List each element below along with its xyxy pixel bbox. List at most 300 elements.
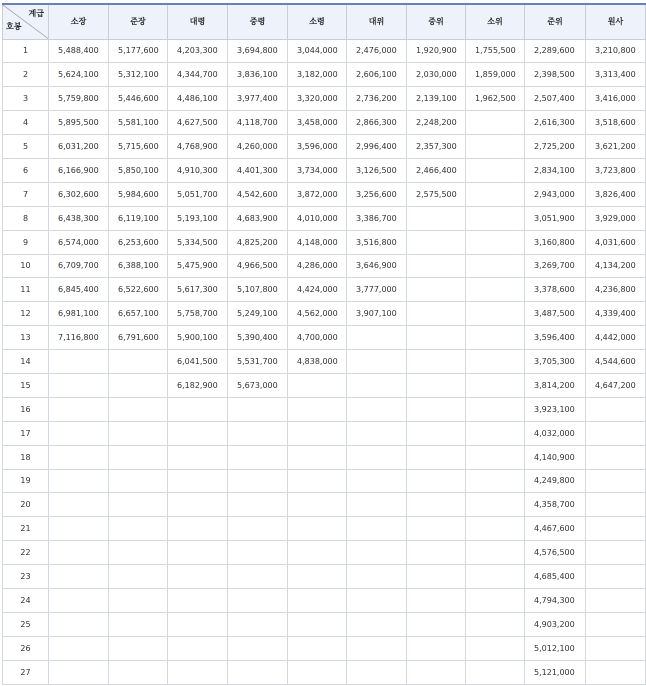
salary-cell: 3,044,000 (288, 39, 347, 63)
salary-cell: 5,900,100 (168, 326, 228, 350)
salary-cell (49, 517, 109, 541)
salary-cell (347, 373, 407, 397)
salary-cell: 5,895,500 (49, 111, 109, 135)
salary-cell (466, 230, 525, 254)
salary-cell (347, 660, 407, 684)
salary-cell: 2,616,300 (525, 111, 586, 135)
salary-cell: 5,850,100 (109, 158, 168, 182)
salary-cell: 2,466,400 (407, 158, 466, 182)
salary-cell (407, 326, 466, 350)
salary-cell (168, 493, 228, 517)
salary-cell: 5,488,400 (49, 39, 109, 63)
salary-cell (407, 302, 466, 326)
salary-cell (228, 469, 288, 493)
salary-cell (168, 445, 228, 469)
salary-cell: 6,791,600 (109, 326, 168, 350)
salary-cell (228, 493, 288, 517)
table-row (3, 612, 646, 636)
salary-cell (407, 230, 466, 254)
salary-cell (586, 517, 646, 541)
salary-cell: 2,398,500 (525, 63, 586, 87)
salary-cell (109, 660, 168, 684)
salary-cell: 6,388,100 (109, 254, 168, 278)
salary-cell: 4,442,000 (586, 326, 646, 350)
salary-cell (466, 541, 525, 565)
salary-cell (407, 397, 466, 421)
step-number-cell: 25 (3, 612, 49, 636)
salary-cell (228, 588, 288, 612)
step-number-cell: 27 (3, 660, 49, 684)
column-header: 대위 (347, 4, 407, 39)
salary-cell: 6,657,100 (109, 302, 168, 326)
salary-cell (228, 397, 288, 421)
step-number-cell: 22 (3, 541, 49, 565)
salary-cell: 4,647,200 (586, 373, 646, 397)
salary-cell: 3,210,800 (586, 39, 646, 63)
salary-cell: 5,984,600 (109, 182, 168, 206)
salary-cell: 3,160,800 (525, 230, 586, 254)
table-row (3, 158, 646, 182)
salary-cell: 4,344,700 (168, 63, 228, 87)
salary-cell (407, 565, 466, 589)
salary-cell (288, 612, 347, 636)
salary-cell: 4,544,600 (586, 350, 646, 374)
salary-cell: 4,260,000 (228, 135, 288, 159)
salary-cell (407, 421, 466, 445)
salary-cell (407, 660, 466, 684)
salary-cell (586, 588, 646, 612)
salary-cell (49, 445, 109, 469)
salary-cell (168, 565, 228, 589)
step-number-cell: 20 (3, 493, 49, 517)
salary-cell (168, 397, 228, 421)
salary-cell (466, 636, 525, 660)
salary-cell (228, 612, 288, 636)
salary-cell: 4,424,000 (288, 278, 347, 302)
salary-cell: 5,121,000 (525, 660, 586, 684)
salary-cell: 4,358,700 (525, 493, 586, 517)
salary-cell: 5,193,100 (168, 206, 228, 230)
salary-cell: 3,518,600 (586, 111, 646, 135)
salary-cell: 6,031,200 (49, 135, 109, 159)
salary-cell: 6,041,500 (168, 350, 228, 374)
salary-cell: 3,320,000 (288, 87, 347, 111)
salary-cell (466, 493, 525, 517)
salary-cell (407, 469, 466, 493)
salary-cell (407, 254, 466, 278)
salary-cell: 5,177,600 (109, 39, 168, 63)
salary-cell (228, 445, 288, 469)
salary-cell (347, 636, 407, 660)
step-number-cell: 9 (3, 230, 49, 254)
table-row (3, 326, 646, 350)
table-row (3, 397, 646, 421)
salary-cell: 2,476,000 (347, 39, 407, 63)
column-header: 소위 (466, 4, 525, 39)
salary-cell: 4,486,100 (168, 87, 228, 111)
salary-cell (466, 326, 525, 350)
salary-cell (466, 135, 525, 159)
step-number-cell: 2 (3, 63, 49, 87)
salary-cell: 5,107,800 (228, 278, 288, 302)
salary-cell: 3,723,800 (586, 158, 646, 182)
salary-cell: 2,289,600 (525, 39, 586, 63)
step-number-cell: 16 (3, 397, 49, 421)
salary-cell (466, 206, 525, 230)
table-row (3, 111, 646, 135)
salary-cell: 7,116,800 (49, 326, 109, 350)
salary-cell: 5,312,100 (109, 63, 168, 87)
salary-cell: 3,977,400 (228, 87, 288, 111)
salary-cell (49, 421, 109, 445)
salary-cell: 4,339,400 (586, 302, 646, 326)
salary-cell: 2,996,400 (347, 135, 407, 159)
salary-cell: 3,516,800 (347, 230, 407, 254)
salary-cell: 4,576,500 (525, 541, 586, 565)
salary-cell: 4,542,600 (228, 182, 288, 206)
salary-cell: 4,148,000 (288, 230, 347, 254)
salary-cell (407, 612, 466, 636)
salary-cell (347, 445, 407, 469)
salary-cell (109, 565, 168, 589)
salary-cell (109, 612, 168, 636)
salary-cell (586, 612, 646, 636)
salary-cell: 2,357,300 (407, 135, 466, 159)
salary-cell: 6,438,300 (49, 206, 109, 230)
table-row (3, 445, 646, 469)
salary-cell (347, 493, 407, 517)
salary-cell (49, 565, 109, 589)
salary-cell: 3,734,000 (288, 158, 347, 182)
salary-cell: 3,826,400 (586, 182, 646, 206)
salary-cell (466, 588, 525, 612)
salary-cell (347, 565, 407, 589)
salary-cell (466, 111, 525, 135)
table-row (3, 182, 646, 206)
salary-cell (49, 469, 109, 493)
salary-cell: 4,700,000 (288, 326, 347, 350)
salary-cell: 4,768,900 (168, 135, 228, 159)
salary-cell (49, 588, 109, 612)
salary-cell (586, 660, 646, 684)
salary-cell: 1,859,000 (466, 63, 525, 87)
table-row (3, 421, 646, 445)
salary-cell: 4,118,700 (228, 111, 288, 135)
salary-cell (466, 397, 525, 421)
salary-cell: 4,966,500 (228, 254, 288, 278)
salary-cell (407, 373, 466, 397)
salary-cell: 4,562,000 (288, 302, 347, 326)
salary-cell (466, 469, 525, 493)
salary-cell (347, 421, 407, 445)
salary-cell: 2,725,200 (525, 135, 586, 159)
salary-cell (288, 541, 347, 565)
salary-cell (288, 445, 347, 469)
salary-cell (586, 469, 646, 493)
table-row (3, 493, 646, 517)
step-number-cell: 23 (3, 565, 49, 589)
salary-cell (407, 517, 466, 541)
salary-cell (168, 469, 228, 493)
salary-cell: 4,467,600 (525, 517, 586, 541)
salary-cell: 4,683,900 (228, 206, 288, 230)
salary-cell: 2,248,200 (407, 111, 466, 135)
salary-cell (49, 350, 109, 374)
salary-cell (228, 421, 288, 445)
salary-cell (586, 421, 646, 445)
salary-cell: 3,694,800 (228, 39, 288, 63)
rank-axis-label: 계급 (28, 9, 44, 18)
salary-cell: 6,119,100 (109, 206, 168, 230)
table-row (3, 541, 646, 565)
step-number-cell: 14 (3, 350, 49, 374)
table-row (3, 660, 646, 684)
salary-cell (466, 350, 525, 374)
salary-cell: 1,920,900 (407, 39, 466, 63)
table-row (3, 517, 646, 541)
salary-cell (109, 588, 168, 612)
salary-cell (49, 397, 109, 421)
salary-cell: 5,581,100 (109, 111, 168, 135)
salary-cell: 3,621,200 (586, 135, 646, 159)
salary-cell (407, 588, 466, 612)
salary-cell (109, 373, 168, 397)
salary-cell (109, 541, 168, 565)
salary-cell (49, 612, 109, 636)
salary-cell: 3,596,400 (525, 326, 586, 350)
salary-cell (228, 541, 288, 565)
salary-cell (466, 517, 525, 541)
step-number-cell: 11 (3, 278, 49, 302)
table-row (3, 588, 646, 612)
step-number-cell: 24 (3, 588, 49, 612)
salary-cell (288, 397, 347, 421)
salary-cell: 5,390,400 (228, 326, 288, 350)
salary-cell (466, 182, 525, 206)
salary-cell (228, 636, 288, 660)
salary-cell (586, 636, 646, 660)
salary-cell: 3,872,000 (288, 182, 347, 206)
step-number-cell: 6 (3, 158, 49, 182)
table-row (3, 350, 646, 374)
salary-cell: 5,759,800 (49, 87, 109, 111)
step-number-cell: 18 (3, 445, 49, 469)
table-row (3, 302, 646, 326)
salary-cell (168, 636, 228, 660)
salary-cell (168, 612, 228, 636)
salary-cell (228, 565, 288, 589)
salary-cell (49, 373, 109, 397)
salary-cell: 5,715,600 (109, 135, 168, 159)
salary-cell: 6,253,600 (109, 230, 168, 254)
step-number-cell: 1 (3, 39, 49, 63)
step-number-cell: 13 (3, 326, 49, 350)
salary-cell: 6,166,900 (49, 158, 109, 182)
salary-cell: 4,236,800 (586, 278, 646, 302)
salary-cell (407, 541, 466, 565)
salary-cell: 4,627,500 (168, 111, 228, 135)
salary-cell: 4,140,900 (525, 445, 586, 469)
salary-cell (347, 612, 407, 636)
column-header: 준위 (525, 4, 586, 39)
salary-cell (168, 660, 228, 684)
salary-cell: 3,416,000 (586, 87, 646, 111)
salary-cell: 3,182,000 (288, 63, 347, 87)
salary-cell: 6,522,600 (109, 278, 168, 302)
step-number-cell: 5 (3, 135, 49, 159)
salary-cell (466, 373, 525, 397)
salary-cell (586, 541, 646, 565)
salary-cell: 6,981,100 (49, 302, 109, 326)
salary-cell: 1,755,500 (466, 39, 525, 63)
salary-cell: 4,134,200 (586, 254, 646, 278)
salary-cell: 5,673,000 (228, 373, 288, 397)
table-row (3, 230, 646, 254)
salary-cell: 4,903,200 (525, 612, 586, 636)
step-number-cell: 4 (3, 111, 49, 135)
salary-cell: 3,256,600 (347, 182, 407, 206)
table-row (3, 278, 646, 302)
salary-cell (288, 588, 347, 612)
salary-cell (168, 588, 228, 612)
salary-cell: 3,907,100 (347, 302, 407, 326)
step-number-cell: 8 (3, 206, 49, 230)
salary-cell (347, 326, 407, 350)
salary-cell (347, 588, 407, 612)
salary-cell (288, 517, 347, 541)
salary-cell: 5,334,500 (168, 230, 228, 254)
salary-cell: 5,617,300 (168, 278, 228, 302)
salary-cell (407, 493, 466, 517)
step-number-cell: 12 (3, 302, 49, 326)
salary-cell: 4,825,200 (228, 230, 288, 254)
salary-cell: 6,182,900 (168, 373, 228, 397)
salary-cell (466, 158, 525, 182)
salary-cell (288, 493, 347, 517)
table-row (3, 565, 646, 589)
table-row (3, 39, 646, 63)
salary-cell: 4,203,300 (168, 39, 228, 63)
salary-cell (288, 421, 347, 445)
pay-scale-table (2, 3, 646, 685)
salary-cell (109, 493, 168, 517)
salary-cell (228, 660, 288, 684)
salary-cell (109, 421, 168, 445)
table-row (3, 373, 646, 397)
salary-cell (586, 445, 646, 469)
salary-cell (228, 517, 288, 541)
salary-cell: 3,313,400 (586, 63, 646, 87)
step-number-cell: 10 (3, 254, 49, 278)
salary-cell (288, 636, 347, 660)
salary-cell (109, 636, 168, 660)
salary-cell (586, 565, 646, 589)
salary-cell: 3,929,000 (586, 206, 646, 230)
salary-cell: 3,814,200 (525, 373, 586, 397)
salary-cell: 4,910,300 (168, 158, 228, 182)
salary-cell: 3,386,700 (347, 206, 407, 230)
column-header: 소장 (49, 4, 109, 39)
salary-cell (466, 660, 525, 684)
salary-cell: 2,606,100 (347, 63, 407, 87)
salary-cell (347, 397, 407, 421)
salary-cell (168, 421, 228, 445)
salary-cell (49, 636, 109, 660)
salary-cell: 3,269,700 (525, 254, 586, 278)
salary-cell (168, 541, 228, 565)
salary-cell (109, 445, 168, 469)
salary-cell (288, 565, 347, 589)
salary-cell: 5,446,600 (109, 87, 168, 111)
salary-cell (109, 397, 168, 421)
step-number-cell: 26 (3, 636, 49, 660)
table-row (3, 135, 646, 159)
salary-cell (466, 302, 525, 326)
salary-cell (49, 541, 109, 565)
salary-cell: 3,705,300 (525, 350, 586, 374)
salary-cell (407, 445, 466, 469)
salary-cell (466, 612, 525, 636)
salary-cell (288, 373, 347, 397)
step-number-cell: 19 (3, 469, 49, 493)
salary-cell: 4,286,000 (288, 254, 347, 278)
salary-cell (49, 660, 109, 684)
salary-cell (466, 565, 525, 589)
table-header (3, 4, 646, 39)
salary-cell (407, 350, 466, 374)
step-axis-label: 호봉 (6, 21, 22, 31)
salary-cell (109, 517, 168, 541)
table-body (3, 39, 646, 684)
corner-header-cell (3, 4, 49, 39)
salary-cell: 6,302,600 (49, 182, 109, 206)
salary-cell: 5,012,100 (525, 636, 586, 660)
salary-cell (407, 278, 466, 302)
salary-cell: 4,249,800 (525, 469, 586, 493)
salary-cell (288, 469, 347, 493)
salary-cell: 3,378,600 (525, 278, 586, 302)
salary-cell: 5,624,100 (49, 63, 109, 87)
table-row (3, 254, 646, 278)
salary-cell: 5,249,100 (228, 302, 288, 326)
salary-cell (347, 350, 407, 374)
salary-cell: 3,051,900 (525, 206, 586, 230)
salary-cell: 4,032,000 (525, 421, 586, 445)
column-header: 중령 (228, 4, 288, 39)
column-header: 원사 (586, 4, 646, 39)
salary-cell (407, 206, 466, 230)
salary-cell: 3,923,100 (525, 397, 586, 421)
salary-cell: 3,836,100 (228, 63, 288, 87)
salary-cell (466, 254, 525, 278)
salary-cell (109, 350, 168, 374)
salary-cell (109, 469, 168, 493)
salary-cell: 4,685,400 (525, 565, 586, 589)
column-header: 중위 (407, 4, 466, 39)
salary-cell: 4,794,300 (525, 588, 586, 612)
salary-cell: 5,758,700 (168, 302, 228, 326)
column-header: 대령 (168, 4, 228, 39)
step-number-cell: 15 (3, 373, 49, 397)
salary-cell (288, 660, 347, 684)
salary-cell: 2,030,000 (407, 63, 466, 87)
salary-cell: 6,574,000 (49, 230, 109, 254)
salary-cell: 1,962,500 (466, 87, 525, 111)
salary-cell (586, 493, 646, 517)
step-number-cell: 17 (3, 421, 49, 445)
salary-cell (407, 636, 466, 660)
salary-cell: 3,646,900 (347, 254, 407, 278)
